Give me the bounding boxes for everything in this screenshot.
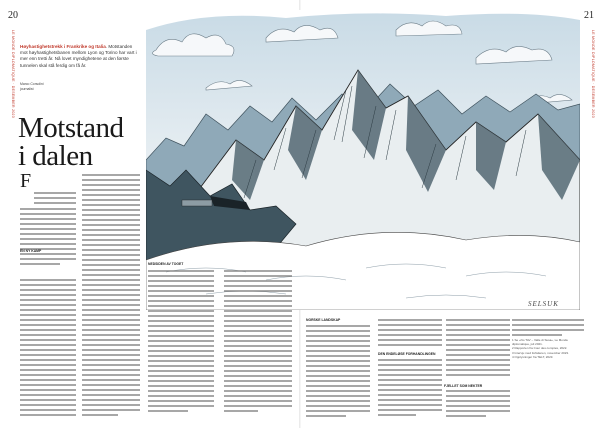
subhead-c: NORSKE LANDSKAP	[306, 318, 341, 322]
text-lines-right-lower	[306, 316, 510, 420]
mountain-illustration	[146, 10, 580, 310]
footnote-3: 3 Intervju med forfatteren, november 2023.	[512, 350, 569, 355]
subhead-b: NEDSIDEN AV TOGET	[148, 262, 184, 266]
running-title-right: LE MONDE DIPLOMATIQUE · DESEMBER 2023	[591, 30, 595, 119]
footnotes	[512, 338, 584, 359]
text-lines-column-1	[20, 190, 76, 418]
page-number-left: 20	[8, 10, 18, 21]
text-lines-column-2	[82, 172, 140, 418]
body-column-1	[20, 172, 76, 418]
subhead-d: DEN ENDELØSE FORHANDLINGEN	[378, 352, 436, 356]
headline-line-2: i dalen	[18, 140, 93, 172]
drop-cap: F	[20, 172, 32, 192]
byline-name: Marco Corsolini	[20, 82, 44, 86]
article-headline	[18, 114, 146, 170]
footnote-4: 4 Opplysninger fra TELT, 2023.	[512, 354, 554, 359]
illustration-signature: SELSUK	[528, 300, 559, 308]
strap-kicker: Høyhastighetstrekk i Frankrike og Italia	[20, 44, 106, 49]
page-number-right: 21	[584, 10, 594, 21]
text-lines-left-lower	[148, 268, 292, 418]
byline	[20, 82, 120, 91]
running-title-left: LE MONDE DIPLOMATIQUE · DESEMBER 2023	[11, 30, 15, 119]
byline-role: journalist	[20, 86, 34, 91]
text-lines-right-top	[512, 316, 584, 336]
footnote-2: 2 Rapporten fra Cour des comptes, 2022.	[512, 346, 568, 351]
subhead-e: FJELLET SOM NEKTER	[444, 384, 483, 388]
subhead-a: EN NY KAMP	[20, 249, 42, 253]
footnote-1: 1 Se «No TAV – Valle di Susa», Le Monde diplomatique, juli 2021.	[512, 338, 568, 347]
body-column-2	[82, 172, 140, 418]
headline-line-1: Motstand	[18, 112, 124, 144]
strap-text: Motstanden mot høyhastighetsbanen mellom Lyon og Torino har vart i mer enn tretti år. Nå lovet myndighetene at den første tunnelen skal stå ferdig om få år.	[20, 44, 137, 68]
article-strap: Høyhastighetstrekk i Frankrike og Italia. Motstanden mot høyhastighetsbanen mellom Lyon og Torino har vart i mer enn tretti år. Nå lovet myndighetene at den første tunnelen skal stå ferdig om få år.	[20, 44, 137, 68]
